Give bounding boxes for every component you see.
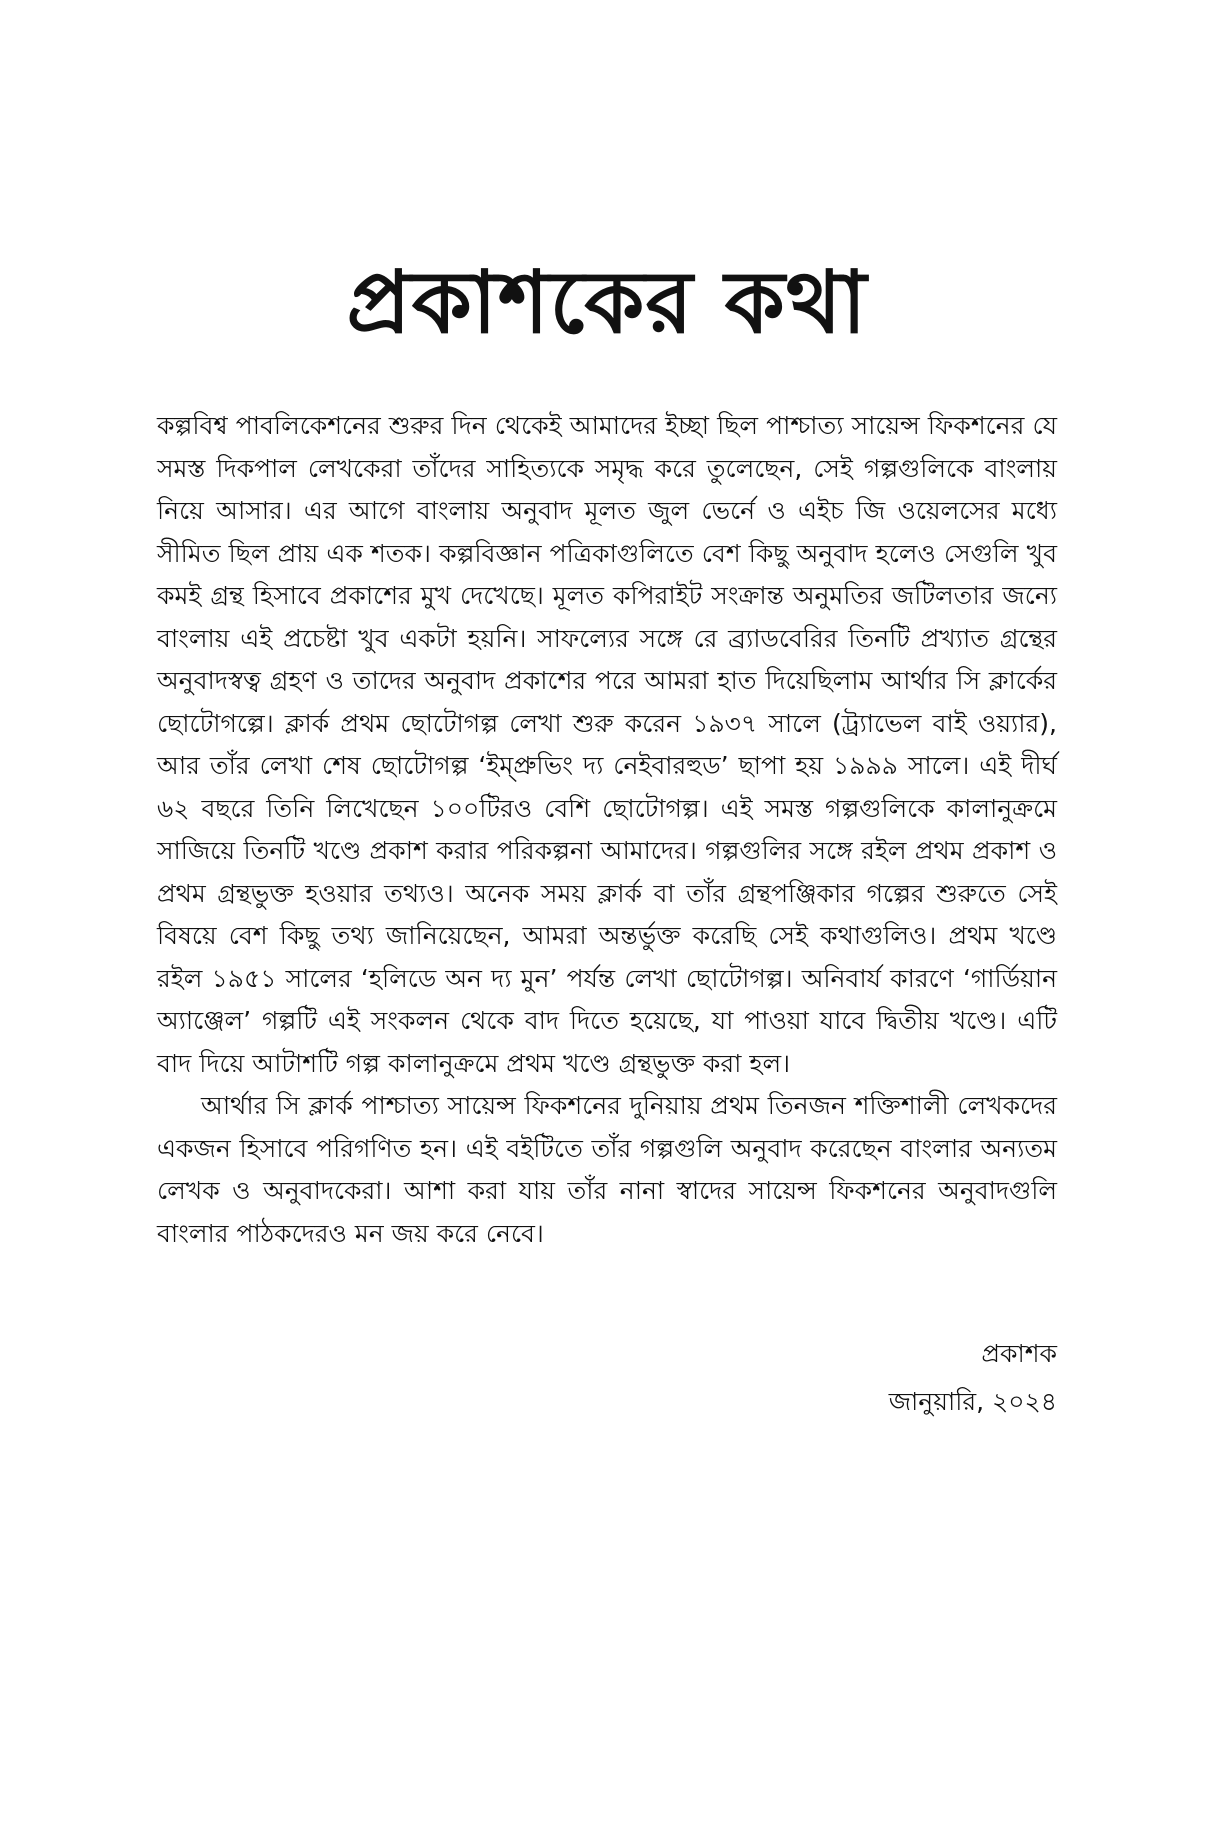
page-title: প্রকাশকের কথা (346, 252, 868, 353)
body-text (157, 405, 1057, 1255)
signature-block (889, 1330, 1057, 1426)
signature-name: প্রকাশক (981, 1339, 1057, 1368)
paragraph-1: কল্পবিশ্ব পাবলিকেশনের শুরুর দিন থেকেই আমাদের ইচ্ছা ছিল পাশ্চাত্য সায়েন্স ফিকশনের যে সমস্ত দিকপাল লেখকেরা তাঁদের সাহিত্যকে সমৃদ্ধ করে তুলেছেন, সেই গল্পগুলিকে বাংলায় নিয়ে আসার। এর আগে বাংলায় অনুবাদ মূলত জুল ভের্নে ও এইচ জি ওয়েলসের মধ্যে সীমিত ছিল প্রায় এক শতক। কল্পবিজ্ঞান পত্রিকাগুলিতে বেশ কিছু অনুবাদ হলেও সেগুলি খুব কমই গ্রন্থ হিসাবে প্রকাশের মুখ দেখেছে। মূলত কপিরাইট সংক্রান্ত অনুমতির জটিলতার জন্যে বাংলায় এই প্রচেষ্টা খুব একটা হয়নি। সাফল্যের সঙ্গে রে ব্র্যাডবেরির তিনটি প্রখ্যাত গ্রন্থের অনুবাদস্বত্ব গ্রহণ ও তাদের অনুবাদ প্রকাশের পরে আমরা হাত দিয়েছিলাম আর্থার সি ক্লার্কের ছোটোগল্পে। ক্লার্ক প্রথম ছোটোগল্প লেখা শুরু করেন ১৯৩৭ সালে (ট্র্যাভেল বাই ওয়্যার), আর তাঁর লেখা শেষ ছোটোগল্প ‘ইম্প্রুভিং দ্য নেইবারহুড’ ছাপা হয় ১৯৯৯ সালে। এই দীর্ঘ ৬২ বছরে তিনি লিখেছেন ১০০টিরও বেশি ছোটোগল্প। এই সমস্ত গল্পগুলিকে কালানুক্রমে সাজিয়ে তিনটি খণ্ডে প্রকাশ করার পরিকল্পনা আমাদের। গল্পগুলির সঙ্গে রইল প্রথম প্রকাশ ও প্রথম গ্রন্থভুক্ত হওয়ার তথ্যও। অনেক সময় ক্লার্ক বা তাঁর গ্রন্থপঞ্জিকার গল্পের শুরুতে সেই বিষয়ে বেশ কিছু তথ্য জানিয়েছেন, আমরা অন্তর্ভুক্ত করেছি সেই কথাগুলিও। প্রথম খণ্ডে রইল ১৯৫১ সালের ‘হলিডে অন দ্য মুন’ পর্যন্ত লেখা ছোটোগল্প। অনিবার্য কারণে ‘গার্ডিয়ান অ্যাঞ্জেল’ গল্পটি এই সংকলন থেকে বাদ দিতে হয়েছে, যা পাওয়া যাবে দ্বিতীয় খণ্ডে। এটি বাদ দিয়ে আটাশটি গল্প কালানুক্রমে প্রথম খণ্ডে গ্রন্থভুক্ত করা হল। (157, 411, 1057, 1078)
signature-date: জানুয়ারি, ২০২৪ (888, 1387, 1057, 1416)
paragraph-2: আর্থার সি ক্লার্ক পাশ্চাত্য সায়েন্স ফিকশনের দুনিয়ায় প্রথম তিনজন শক্তিশালী লেখকদের একজন হিসাবে পরিগণিত হন। এই বইটিতে তাঁর গল্পগুলি অনুবাদ করেছেন বাংলার অন্যতম লেখক ও অনুবাদকেরা। আশা করা যায় তাঁর নানা স্বাদের সায়েন্স ফিকশনের অনুবাদগুলি বাংলার পাঠকদেরও মন জয় করে নেবে। (157, 1091, 1057, 1248)
